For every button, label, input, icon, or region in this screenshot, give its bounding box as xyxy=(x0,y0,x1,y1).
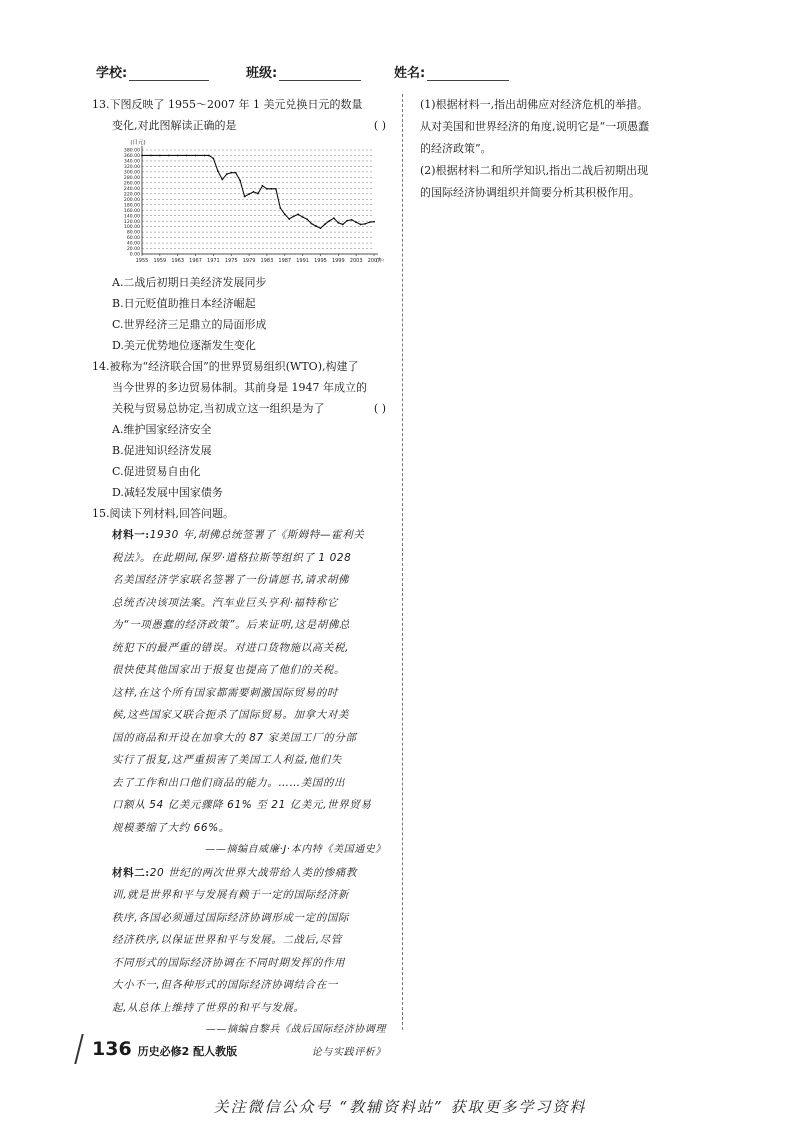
data-point xyxy=(186,155,188,157)
y-tick-label: 340.00 xyxy=(123,159,140,165)
x-tick-label: 1971 xyxy=(207,258,220,264)
m1-line: 口额从 54 亿美元骤降 61% 至 21 亿美元,世界贸易 xyxy=(112,799,372,811)
school-label: 学校: xyxy=(96,66,128,81)
y-tick-label: 240.00 xyxy=(123,186,140,192)
data-point xyxy=(297,213,299,215)
q14-option-c[interactable]: C.促进贸易自由化 xyxy=(112,465,201,478)
class-blank[interactable] xyxy=(279,66,361,81)
y-tick-label: 80.00 xyxy=(126,230,140,236)
x-tick-label: 1967 xyxy=(189,258,202,264)
y-tick-label: 220.00 xyxy=(123,192,140,198)
q14-option-b[interactable]: B.促进知识经济发展 xyxy=(112,444,212,457)
data-point xyxy=(195,155,197,157)
data-point xyxy=(333,217,335,219)
data-point xyxy=(221,179,223,181)
q13-option-c[interactable]: C.世界经济三足鼎立的局面形成 xyxy=(112,318,267,331)
data-point xyxy=(217,170,219,172)
data-point xyxy=(266,188,268,190)
name-label: 姓名: xyxy=(394,66,426,81)
y-tick-label: 280.00 xyxy=(123,175,140,181)
m1-line: 很快使其他国家出于报复也提高了他们的关税。 xyxy=(112,664,346,676)
y-tick-label: 300.00 xyxy=(123,170,140,176)
m1-line: 国的商品和开设在加拿大的 87 家美国工厂的分部 xyxy=(112,731,357,744)
m1-line: 总统否决该项法案。汽车业巨头亨利·福特称它 xyxy=(112,596,338,609)
q13-line1: 13.下图反映了 1955～2007 年 1 美元兑换日元的数量 xyxy=(92,98,363,111)
y-tick-label: 20.00 xyxy=(126,247,140,253)
y-tick-label: 60.00 xyxy=(126,236,140,242)
data-point xyxy=(315,225,317,227)
data-point xyxy=(262,185,264,187)
book-title: 历史必修2 配人教版 xyxy=(137,1045,238,1058)
data-point xyxy=(248,193,250,195)
m2-line: 经济秩序,以保证世界和平与发展。二战后,尽管 xyxy=(112,934,342,946)
footer-slash-mark xyxy=(74,1034,83,1064)
q15-subquestion-2-cont: 的国际经济协调组织并简要分析其积极作用。 xyxy=(420,186,640,199)
y-tick-label: 180.00 xyxy=(123,203,140,209)
material-two-source-line2: 论与实践评析》 xyxy=(311,1046,386,1058)
q15-subquestion-2: (2)根据材料二和所学知识,指出二战后初期出现 xyxy=(420,164,649,177)
m1-line: 规模萎缩了大约 66%。 xyxy=(112,821,230,834)
data-point xyxy=(257,193,259,195)
class-field[interactable] xyxy=(246,62,361,81)
m2-line: 20 世纪的两次世界大战带给人类的惨痛教 xyxy=(149,866,357,879)
data-point xyxy=(284,213,286,215)
y-tick-label: 120.00 xyxy=(123,219,140,225)
data-point xyxy=(373,221,375,223)
data-point xyxy=(346,220,348,222)
y-tick-label: 320.00 xyxy=(123,165,140,171)
m1-line: 1930 年,胡佛总统签署了《斯姆特—霍利关 xyxy=(149,529,365,541)
y-tick-label: 140.00 xyxy=(123,214,140,220)
q15-subquestion-1: (1)根据材料一,指出胡佛应对经济危机的举措。 xyxy=(420,98,649,111)
question-15 xyxy=(92,503,392,1064)
x-tick-label: 1999 xyxy=(331,258,345,264)
x-tick-label: 1955 xyxy=(135,258,149,264)
school-field[interactable] xyxy=(96,62,209,81)
q13-option-a[interactable]: A.二战后初期日美经济发展同步 xyxy=(112,276,267,289)
x-tick-label: 1979 xyxy=(242,258,256,264)
data-point xyxy=(328,220,330,222)
column-divider xyxy=(402,94,403,1030)
data-point xyxy=(141,155,143,157)
exchange-rate-chart xyxy=(112,136,384,272)
m2-line: 训,就是世界和平与发展有赖于一定的国际经济新 xyxy=(112,889,350,901)
m2-line: 起,从总体上维持了世界的和平与发展。 xyxy=(112,1001,305,1014)
data-point xyxy=(302,216,304,218)
m1-line: 税法》。在此期间,保罗·道格拉斯等组织了 1 028 xyxy=(112,551,352,564)
data-point xyxy=(351,219,353,221)
x-tick-label: 2003 xyxy=(349,258,363,264)
school-blank[interactable] xyxy=(129,66,209,81)
q14-line3: 关税与贸易总协定,当初成立这一组织是为了 ( ) xyxy=(92,398,392,419)
question-14 xyxy=(92,356,392,503)
x-tick-label: 1963 xyxy=(171,258,185,264)
x-axis-label: (年 xyxy=(376,258,383,264)
q15-subquestion-1-cont: 的经济政策”。 xyxy=(420,142,492,155)
m1-line: 实行了报复,这严重损害了美国工人利益,他们失 xyxy=(112,754,342,766)
data-point xyxy=(244,196,246,198)
y-tick-label: 0.00 xyxy=(129,252,140,258)
m1-line: 候,这些国家又联合扼杀了国际贸易。加拿大对美 xyxy=(112,709,350,721)
x-tick-label: 1995 xyxy=(314,258,327,264)
name-blank[interactable] xyxy=(427,66,509,81)
m1-line: 这样,在这个所有国家都需要刺激国际贸易的时 xyxy=(112,686,338,699)
x-tick-label: 1975 xyxy=(224,258,238,264)
material-one xyxy=(92,524,392,862)
m2-line: 大小不一,但各种形式的国际经济协调结合在一 xyxy=(112,979,338,991)
q15-subquestion-1-cont: 从对美国和世界经济的角度,说明它是“一项愚蠢 xyxy=(420,120,650,133)
student-info-header xyxy=(96,62,716,86)
q14-line1: 14.被称为“经济联合国”的世界贸易组织(WTO),构建了 xyxy=(92,360,359,373)
name-field[interactable] xyxy=(394,62,509,81)
q14-answer-paren[interactable]: ( ) xyxy=(373,402,386,415)
q14-line2: 当今世界的多边贸易体制。其前身是 1947 年成立的 xyxy=(112,381,367,394)
page-number: 136 xyxy=(92,1038,132,1060)
data-point xyxy=(239,180,241,182)
x-tick-label: 1983 xyxy=(260,258,274,264)
y-tick-label: 100.00 xyxy=(123,225,140,231)
data-point xyxy=(177,155,179,157)
material-one-label: 材料一: xyxy=(112,529,150,541)
data-point xyxy=(360,224,362,226)
class-label: 班级: xyxy=(246,66,278,81)
data-point xyxy=(159,155,161,157)
y-tick-label: 260.00 xyxy=(123,181,140,187)
data-point xyxy=(320,227,322,229)
material-two-source-line1: ——摘编自黎兵《战后国际经济协调理 xyxy=(205,1024,386,1035)
m1-line: 名美国经济学家联名签署了一份请愿书,请求胡佛 xyxy=(112,574,350,586)
y-tick-label: 160.00 xyxy=(123,208,140,214)
data-point xyxy=(364,223,366,225)
q13-answer-paren[interactable]: ( ) xyxy=(373,119,386,132)
q14-option-a[interactable]: A.维护国家经济安全 xyxy=(112,423,212,436)
data-point xyxy=(208,155,210,157)
left-column xyxy=(92,94,392,1064)
m1-line: 为“一项愚蠢的经济政策”。后来证明,这是胡佛总 xyxy=(112,619,351,631)
q13-line2: 变化,对此图解读正确的是 ( ) xyxy=(92,115,392,136)
data-point xyxy=(275,188,277,190)
data-point xyxy=(342,224,344,226)
y-tick-label: 40.00 xyxy=(126,241,140,247)
data-point xyxy=(230,172,232,174)
m1-line: 去了工作和出口他们商品的能力。……美国的出 xyxy=(112,776,346,789)
data-point xyxy=(253,191,255,193)
data-point xyxy=(212,158,214,160)
y-tick-label: 380.00 xyxy=(123,148,140,154)
data-point xyxy=(306,218,308,220)
data-point xyxy=(324,223,326,225)
data-point xyxy=(369,221,371,223)
question-13 xyxy=(92,94,392,356)
data-point xyxy=(226,173,228,175)
right-column xyxy=(420,94,720,204)
material-one-source: ——摘编自威廉·J·本内特《美国通史》 xyxy=(205,844,386,855)
data-point xyxy=(293,215,295,217)
data-point xyxy=(168,155,170,157)
x-tick-label: 2007 xyxy=(367,258,381,264)
data-point xyxy=(337,222,339,224)
data-point xyxy=(288,218,290,220)
x-tick-label: 1959 xyxy=(153,258,167,264)
material-two-label: 材料二: xyxy=(112,866,150,879)
data-point xyxy=(279,207,281,209)
q14-option-d[interactable]: D.减轻发展中国家债务 xyxy=(112,486,223,499)
x-tick-label: 1987 xyxy=(278,258,292,264)
y-tick-label: 360.00 xyxy=(123,154,140,160)
m1-line: 统犯下的最严重的错误。对进口货物施以高关税, xyxy=(112,641,350,654)
m2-line: 秩序,各国必须通过国际经济协调形成一定的国际 xyxy=(112,911,350,924)
material-two xyxy=(92,862,392,1065)
m2-line: 不同形式的国际经济协调在不同时期发挥的作用 xyxy=(112,956,346,969)
y-axis-label: (日元) xyxy=(130,140,146,146)
page-footer xyxy=(92,1038,237,1060)
data-point xyxy=(355,221,357,223)
data-point xyxy=(270,188,272,190)
y-tick-label: 200.00 xyxy=(123,197,140,203)
data-point xyxy=(150,155,152,157)
data-point xyxy=(311,223,313,225)
q13-option-b[interactable]: B.日元贬值助推日本经济崛起 xyxy=(112,297,256,310)
x-tick-label: 1991 xyxy=(296,258,309,264)
data-point xyxy=(235,172,237,174)
wechat-watermark-note: 关注微信公众号 “教辅资料站” 获取更多学习资料 xyxy=(213,1098,587,1116)
q15-intro: 15.阅读下列材料,回答问题。 xyxy=(92,507,234,520)
chart-svg xyxy=(112,136,384,272)
data-point xyxy=(204,155,206,157)
q13-option-d[interactable]: D.美元优势地位逐渐发生变化 xyxy=(112,339,256,352)
